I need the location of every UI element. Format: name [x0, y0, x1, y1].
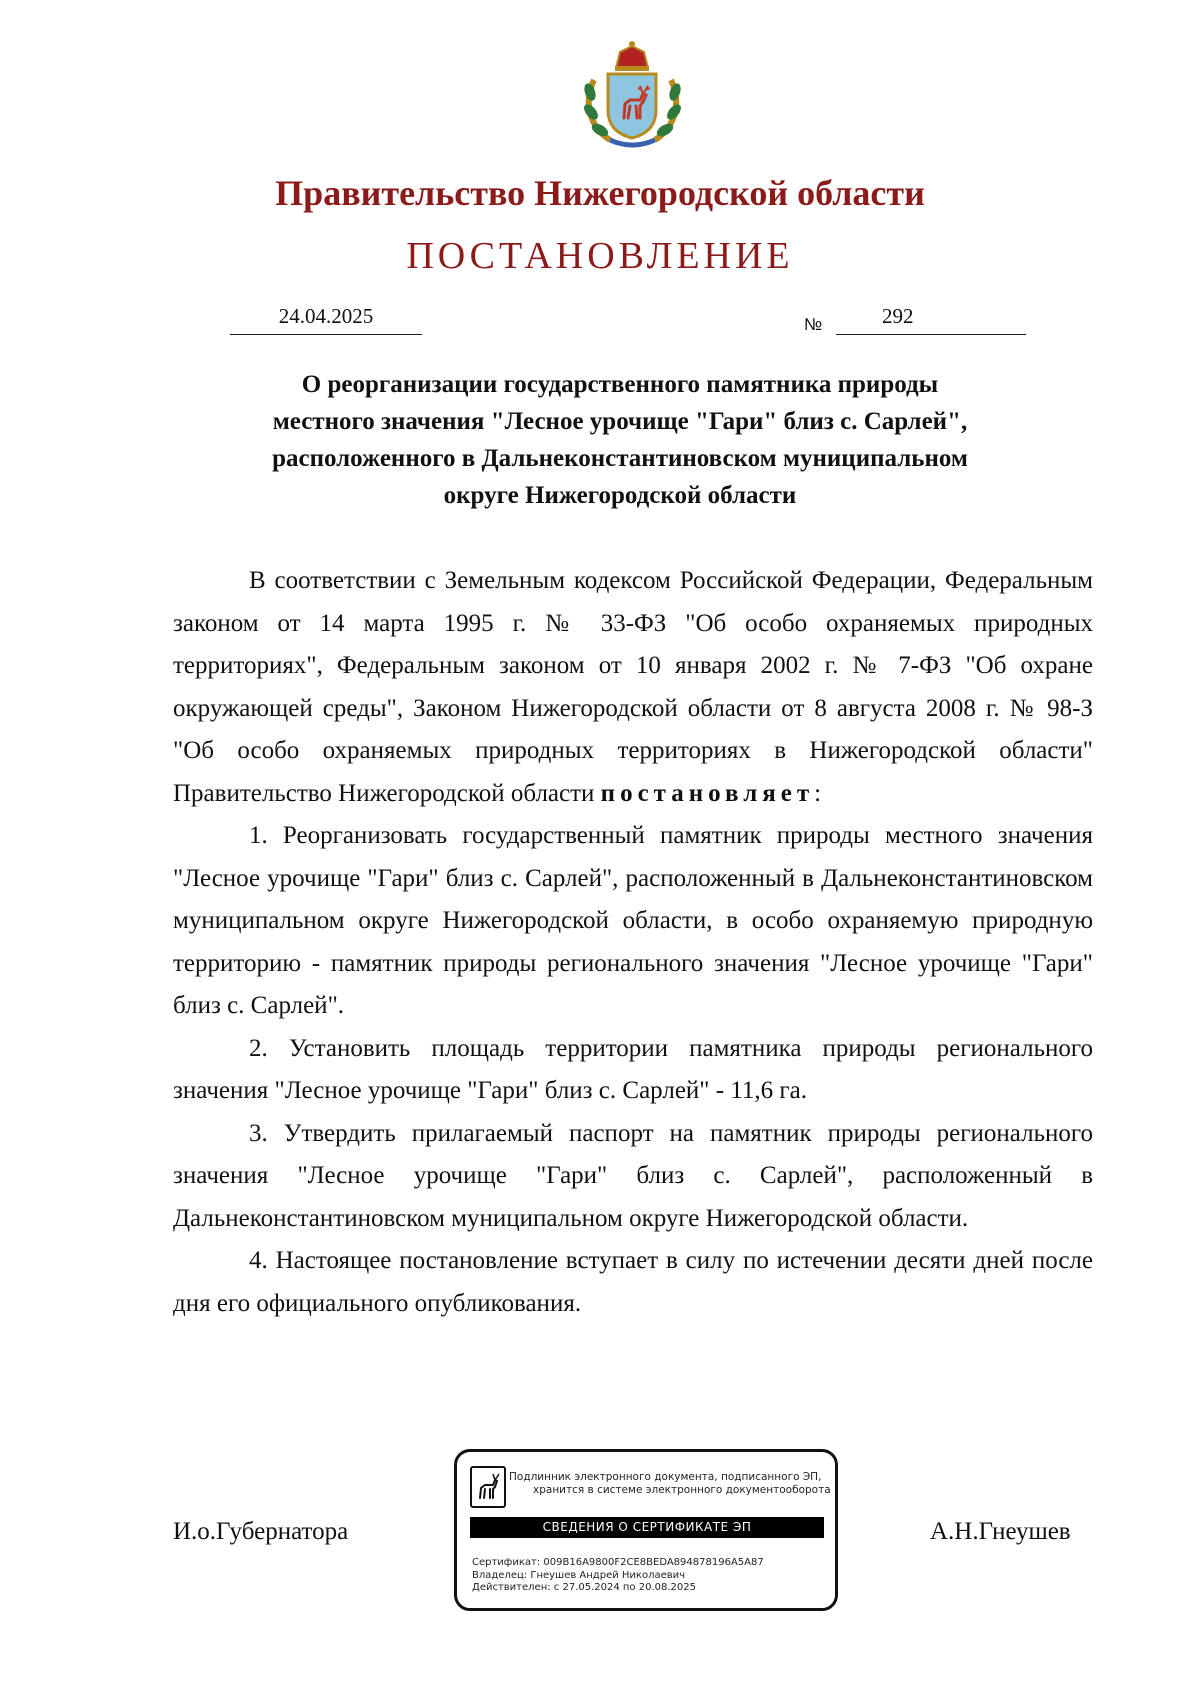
document-number [836, 304, 1026, 335]
number-sign: № [804, 315, 823, 334]
clause-paragraph: 2. Установить площадь территории памятника природы регионального значения "Лесное урочище "Гари" близ с. Сарлей" - 11,6 га. [173, 1034, 1093, 1104]
certificate-number: Сертификат: 009B16A9800F2CE8BEDA894878196A5A87 [472, 1557, 764, 1568]
signatory-name: А.Н.Гнеушев [930, 1518, 1071, 1545]
document-number-value: 292 [882, 304, 914, 328]
coat-of-arms-icon [580, 40, 685, 150]
subject-line: округе Нижегородской области [443, 482, 797, 509]
resolves-word: постановляет [600, 779, 815, 807]
clause-paragraph: 3. Утвердить прилагаемый паспорт на памятник природы регионального значения "Лесное урочище "Гари" близ с. Сарлей", расположенный в Дальнеконстантиновском муниципальном округе Нижегородской области. [173, 1119, 1093, 1232]
clause-paragraph: 4. Настоящее постановление вступает в силу по истечении десяти дней после дня его официального опубликования. [173, 1247, 1093, 1317]
certificate-owner: Владелец: Гнеушев Андрей Николаевич [472, 1569, 686, 1581]
clause-paragraph: 1. Реорганизовать государственный памятник природы местного значения "Лесное урочище "Гари" близ с. Сарлей", расположенный в Дальнеконстантиновском муниципальном округе Нижегородской области, в особо охраняемую природную территорию - памятник природы регионального значения "Лесное урочище "Гари" близ с. Сарлей". [173, 822, 1093, 1019]
electronic-signature-stamp [454, 1449, 838, 1611]
certificate-details [472, 1557, 764, 1595]
document-date-value: 24.04.2025 [278, 304, 374, 328]
document-type: ПОСТАНОВЛЕНИЕ [406, 235, 794, 277]
certificate-validity: Действителен: с 27.05.2024 по 20.08.2025 [472, 1582, 696, 1593]
stamp-line: Подлинник электронного документа, подписанного ЭП, [509, 1471, 822, 1483]
signatory-position: И.о.Губернатора [173, 1518, 349, 1545]
deer-icon [470, 1466, 506, 1508]
preamble-paragraph [173, 560, 1093, 815]
subject-line: местного значения "Лесное урочище "Гари" близ с. Сарлей", [272, 408, 968, 435]
document-subject [200, 366, 1040, 514]
stamp-heading [509, 1471, 831, 1497]
resolves-colon: : [814, 779, 822, 807]
subject-line: О реорганизации государственного памятника природы [301, 371, 939, 398]
certificate-info-bar: СВЕДЕНИЯ О СЕРТИФИКАТЕ ЭП [470, 1517, 824, 1538]
stamp-line: хранится в системе электронного документооборота [533, 1484, 831, 1496]
document-date [230, 304, 422, 335]
organization-title: Правительство Нижегородской области [275, 173, 925, 213]
subject-line: расположенного в Дальнеконстантиновском муниципальном [272, 445, 968, 472]
document-body [173, 560, 1093, 1325]
preamble-text: В соответствии с Земельным кодексом Российской Федерации, Федеральным законом от 14 марта 1995 г. № 33-ФЗ "Об особо охраняемых природных территориях", Федеральным законом от 10 января 2002 г. № 7-ФЗ "Об охране окружающей среды", Законом Нижегородской области от 8 августа 2008 г. № 98-З "Об особо охраняемых природных территориях в Нижегородской области" Правительство Нижегородской области [173, 567, 1093, 807]
